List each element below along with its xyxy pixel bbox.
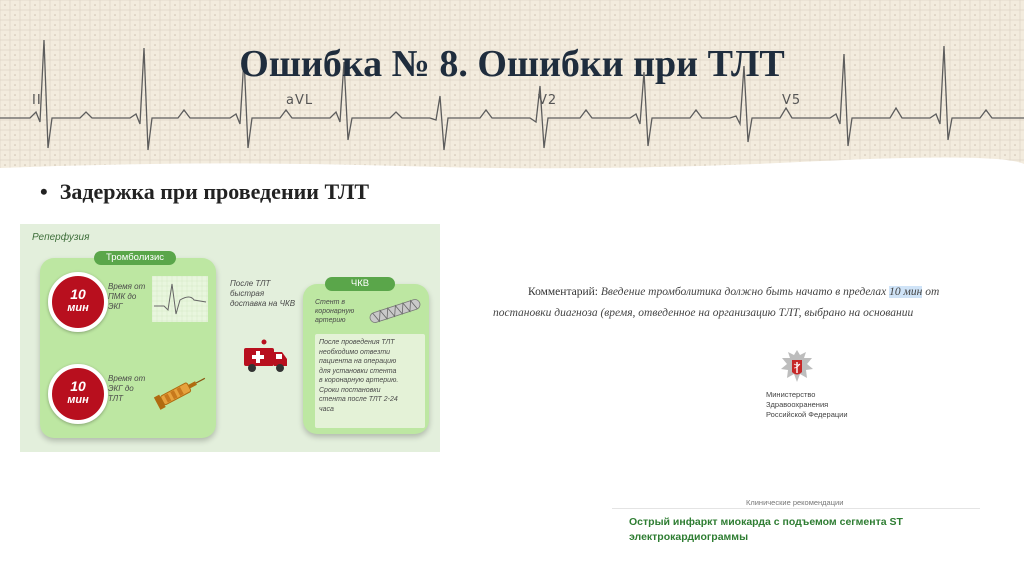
timer-badge [48, 272, 108, 332]
divider [612, 508, 980, 509]
comment-text: постановки диагноза (время, отведенное на организацию ТЛТ, выбрано на основании [493, 307, 914, 319]
clinical-rec-label: Клинические рекомендации [746, 498, 844, 507]
timer-number: 10 [70, 378, 86, 394]
comment-line-1 [528, 286, 939, 298]
lead-label: aVL [286, 93, 314, 108]
timer-number: 10 [70, 286, 86, 302]
bullet-item [40, 179, 369, 205]
step2-text: Время от ЭКГ до ТЛТ [108, 374, 146, 403]
pci-note-text: После проведения ТЛТ необходимо отвезти пациента на операцию для установки стента в коронарную артерию. Сроки постановки стента после ТЛТ 2-24 часа [319, 339, 399, 413]
highlighted-text: 10 мин [889, 286, 923, 298]
comment-line-2 [493, 307, 913, 319]
lead-label: V2 [538, 93, 558, 108]
comment-text: Введение тромболитика должно быть начато в пределах [600, 286, 887, 298]
step1-text: Время от ПМК до ЭКГ [108, 282, 146, 311]
comment-text: от [925, 286, 940, 298]
ministry-emblem-icon [776, 346, 818, 390]
thrombolysis-box [40, 252, 216, 438]
recommendation-title: Острый инфаркт миокарда с подъемом сегмента ST электрокардиограммы [629, 516, 903, 543]
ministry-name: Министерство Здравоохранения Российской Федерации [766, 390, 848, 419]
pci-label: ЧКВ [325, 277, 395, 291]
lead-label: V5 [782, 93, 802, 108]
timer-unit: мин [67, 302, 89, 314]
ambulance-icon [240, 338, 290, 374]
pci-box [303, 278, 429, 434]
bullet-text: Задержка при проведении ТЛТ [59, 179, 370, 204]
stent-text: Стент в коронарную артерию [315, 299, 355, 324]
lead-label: II [32, 93, 42, 108]
timer-badge [48, 364, 108, 424]
pci-note-panel [315, 334, 425, 428]
bullet-dot: • [40, 179, 48, 204]
thrombolysis-label: Тромболизис [94, 251, 176, 265]
reperfusion-infographic [20, 224, 440, 452]
slide-title: Ошибка № 8. Ошибки при ТЛТ [239, 43, 785, 85]
ecg-thumbnail-icon [152, 276, 208, 322]
infographic-heading: Реперфузия [32, 232, 90, 243]
comment-label: Комментарий: [528, 286, 598, 298]
timer-unit: мин [67, 394, 89, 406]
syringe-icon [152, 370, 210, 412]
stent-icon [365, 296, 425, 326]
transfer-text: После ТЛТ быстрая доставка на ЧКВ [230, 279, 296, 308]
